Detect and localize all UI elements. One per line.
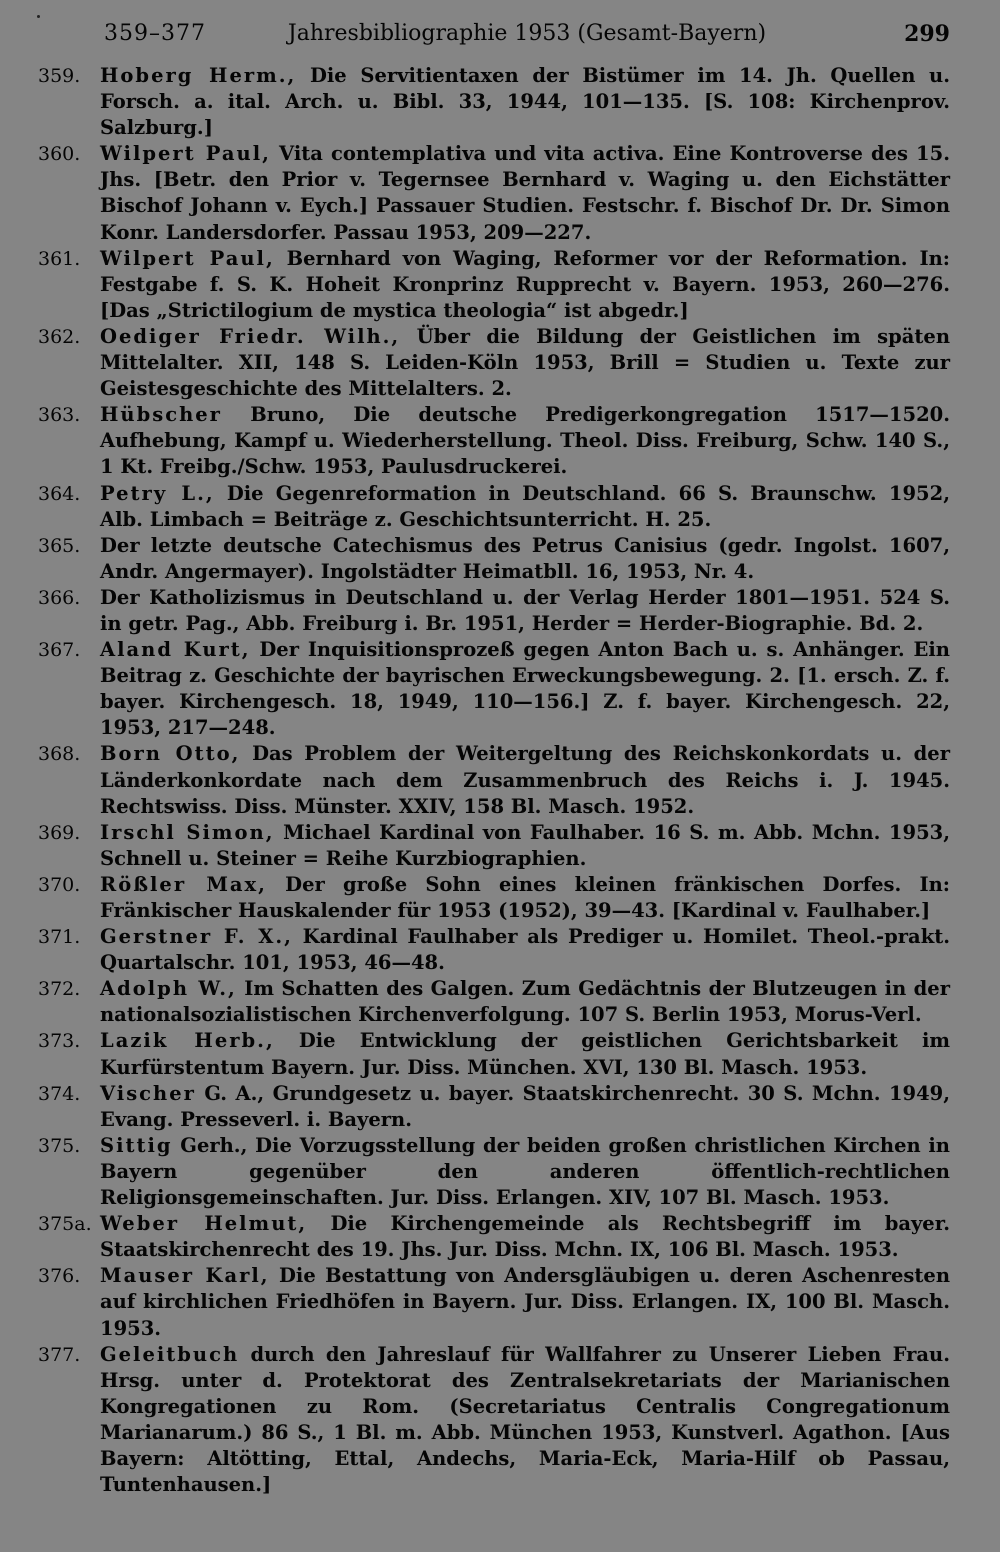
entry-text: Über die Bildung der Geistlichen im späten Mittelalter. XII, 148 S. Leiden-Köln 1953, Brill = Studien u. Texte zur Geistesgeschichte des Mittelalters. 2. — [100, 324, 951, 401]
entry-author: Irschl Simon, — [100, 820, 275, 844]
entry-author: Geleitbuch — [100, 1342, 240, 1366]
bibliography-entry — [38, 976, 950, 1028]
entry-number: 376. — [38, 1265, 81, 1288]
entry-number: 367. — [38, 639, 81, 662]
entry-author: Hübscher — [100, 403, 222, 427]
entry-author: Mauser Karl, — [100, 1264, 270, 1288]
entry-text: Der große Sohn eines kleinen fränkischen Dorfes. In: Fränkischer Hauskalender für 1953 (1952), 39—43. [Kardinal v. Faulhaber.] — [100, 872, 950, 922]
entry-number: 365. — [38, 534, 81, 557]
entry-author: Vischer — [100, 1081, 196, 1105]
entry-text: Bernhard von Waging, Reformer vor der Reformation. In: Festgabe f. S. K. Hoheit Kronprinz Rupprecht v. Bayern. 1953, 260—276. [Das „Strictilogium de mystica theologia“ ist abgedr.] — [100, 246, 950, 322]
entry-text: durch den Jahreslauf für Wallfahrer zu Unserer Lieben Frau. Hrsg. unter d. Protektorat des Zentralsekretariats der Marianischen Kongregationen zu Rom. (Secretariatus Centralis Congregationum Marianarum.) 86 S., 1 Bl. m. Abb. München 1953, Kunstverl. Agathon. [Aus Bayern: Altötting, Ettal, Andechs, Maria-Eck, Maria-Hilf ob Passau, Tuntenhausen.] — [100, 1342, 950, 1497]
bibliography-entry — [38, 1081, 950, 1133]
entry-author: Hoberg Herm., — [100, 64, 297, 87]
entry-number: 375a. — [38, 1213, 92, 1236]
entry-text: Michael Kardinal von Faulhaber. 16 S. m. Abb. Mchn. 1953, Schnell u. Steiner = Reihe Kurzbiographien. — [100, 820, 950, 870]
bibliography-entry — [38, 820, 950, 872]
entry-text: Vita contemplativa und vita activa. Eine Kontroverse des 15. Jhs. [Betr. den Prior v. Tegernsee Bernhard v. Waging u. den Eichstätter Bischof Johann v. Eych.] Passauer Studien. Festschr. f. Bischof Dr. Dr. Simon Konr. Landersdorfer. Passau 1953, 209—227. — [100, 142, 950, 244]
entry-number: 374. — [38, 1082, 81, 1105]
bibliography-entry — [38, 1263, 950, 1341]
entry-text: Die Servitientaxen der Bistümer im 14. Jh. Quellen u. Forsch. a. ital. Arch. u. Bibl. 33, 1944, 101—135. [S. 108: Kirchenprov. Salzburg.] — [100, 64, 951, 140]
bibliography-entry — [38, 1342, 950, 1499]
entry-author: Wilpert Paul, — [100, 142, 271, 166]
bibliography-entry — [38, 63, 950, 141]
entry-author: Sittig — [100, 1133, 173, 1157]
bibliography-entry — [38, 585, 950, 637]
entry-text: Das Problem der Weitergeltung des Reichskonkordats u. der Länderkonkordate nach dem Zusammenbruch des Reichs i. J. 1945. Rechtswiss. Diss. Münster. XXIV, 158 Bl. Masch. 1952. — [100, 742, 950, 818]
entry-text: Die Bestattung von Andersgläubigen u. deren Aschenresten auf kirchlichen Friedhöfen in Bayern. Jur. Diss. Erlangen. IX, 100 Bl. Masch. 1953. — [100, 1264, 950, 1340]
bibliography-entry — [38, 1133, 950, 1211]
entry-number: 377. — [38, 1343, 81, 1366]
entry-number: 369. — [38, 821, 81, 844]
entry-text: Die Gegenreformation in Deutschland. 66 S. Braunschw. 1952, Alb. Limbach = Beiträge z. Geschichtsunterricht. H. 25. — [100, 481, 950, 531]
entry-author: Born Otto, — [100, 742, 241, 766]
page-header — [104, 19, 950, 49]
entry-number: 375. — [38, 1134, 81, 1157]
entry-author: Gerstner F. X., — [100, 925, 293, 949]
entry-number: 368. — [38, 743, 81, 766]
running-title: Jahresbibliographie 1953 (Gesamt-Bayern) — [287, 21, 767, 46]
entry-author: Petry L., — [100, 481, 215, 505]
bibliography-entry — [38, 324, 950, 402]
entry-author: Aland Kurt, — [100, 638, 251, 662]
entry-author: Wilpert Paul, — [100, 246, 275, 270]
bibliography-entry — [38, 637, 950, 741]
entry-number: 360. — [38, 143, 81, 166]
bibliography-entry — [38, 1211, 950, 1263]
entry-number: 362. — [38, 325, 81, 348]
print-speck — [37, 15, 40, 18]
bibliography-entry — [38, 741, 950, 819]
entry-author: Oediger Friedr. Wilh., — [100, 324, 401, 348]
entry-text: Bruno, Die deutsche Predigerkongregation 1517—1520. Aufhebung, Kampf u. Wiederherstellung. Theol. Diss. Freiburg, Schw. 140 S., 1 Kt. Freibg./Schw. 1953, Paulusdruckerei. — [100, 403, 950, 479]
bibliography-entry — [38, 872, 950, 924]
entry-number: 370. — [38, 873, 81, 896]
bibliography-entry — [38, 246, 950, 324]
entry-text: Der letzte deutsche Catechismus des Petrus Canisius (gedr. Ingolst. 1607, Andr. Angermayer). Ingolstädter Heimatbll. 16, 1953, Nr. 4. — [100, 533, 950, 583]
entry-range: 359–377 — [104, 21, 206, 46]
entry-number: 361. — [38, 247, 81, 270]
bibliography-entry — [38, 533, 950, 585]
bibliography-entry — [38, 924, 950, 976]
entry-text: Gerh., Die Vorzugsstellung der beiden großen christlichen Kirchen in Bayern gegenüber den anderen öffentlich-rechtlichen Religionsgemeinschaften. Jur. Diss. Erlangen. XIV, 107 Bl. Masch. 1953. — [100, 1133, 950, 1210]
entry-number: 359. — [38, 65, 81, 87]
entry-text: G. A., Grundgesetz u. bayer. Staatskirchenrecht. 30 S. Mchn. 1949, Evang. Presseverl. i. Bayern. — [100, 1081, 950, 1131]
entry-text: Die Kirchengemeinde als Rechtsbegriff im bayer. Staatskirchenrecht des 19. Jhs. Jur. Diss. Mchn. IX, 106 Bl. Masch. 1953. — [100, 1212, 950, 1262]
entry-number: 371. — [38, 926, 81, 949]
entry-text: Der Katholizismus in Deutschland u. der Verlag Herder 1801—1951. 524 S. in getr. Pag., Abb. Freiburg i. Br. 1951, Herder = Herder-Biographie. Bd. 2. — [100, 585, 950, 635]
entry-author: Weber Helmut, — [100, 1212, 308, 1236]
entry-number: 372. — [38, 978, 81, 1001]
bibliography-entry — [38, 402, 950, 480]
bibliography-list — [38, 63, 950, 1498]
entry-author: Lazik Herb., — [100, 1029, 275, 1053]
entry-author: Rößler Max, — [100, 872, 267, 896]
bibliography-entry — [38, 141, 950, 245]
entry-text: Die Entwicklung der geistlichen Gerichtsbarkeit im Kurfürstentum Bayern. Jur. Diss. München. XVI, 130 Bl. Masch. 1953. — [100, 1029, 951, 1079]
page-number: 299 — [904, 21, 950, 47]
entry-number: 363. — [38, 404, 81, 427]
bibliography-entry — [38, 481, 950, 533]
entry-number: 373. — [38, 1030, 81, 1053]
entry-text: Der Inquisitionsprozeß gegen Anton Bach u. s. Anhänger. Ein Beitrag z. Geschichte der bayrischen Erweckungsbewegung. 2. [1. ersch. Z. f. bayer. Kirchengesch. 18, 1949, 110—156.] Z. f. bayer. Kirchengesch. 22, 1953, 217—248. — [100, 638, 950, 740]
entry-text: Im Schatten des Galgen. Zum Gedächtnis der Blutzeugen in der nationalsozialistischen Kirchenverfolgung. 107 S. Berlin 1953, Morus-Verl. — [100, 977, 950, 1027]
entry-author: Adolph W., — [100, 977, 237, 1001]
bibliography-entry — [38, 1028, 950, 1080]
entry-number: 364. — [38, 482, 81, 505]
entry-text: Kardinal Faulhaber als Prediger u. Homilet. Theol.-prakt. Quartalschr. 101, 1953, 46—48. — [100, 925, 950, 975]
entry-number: 366. — [38, 586, 81, 609]
